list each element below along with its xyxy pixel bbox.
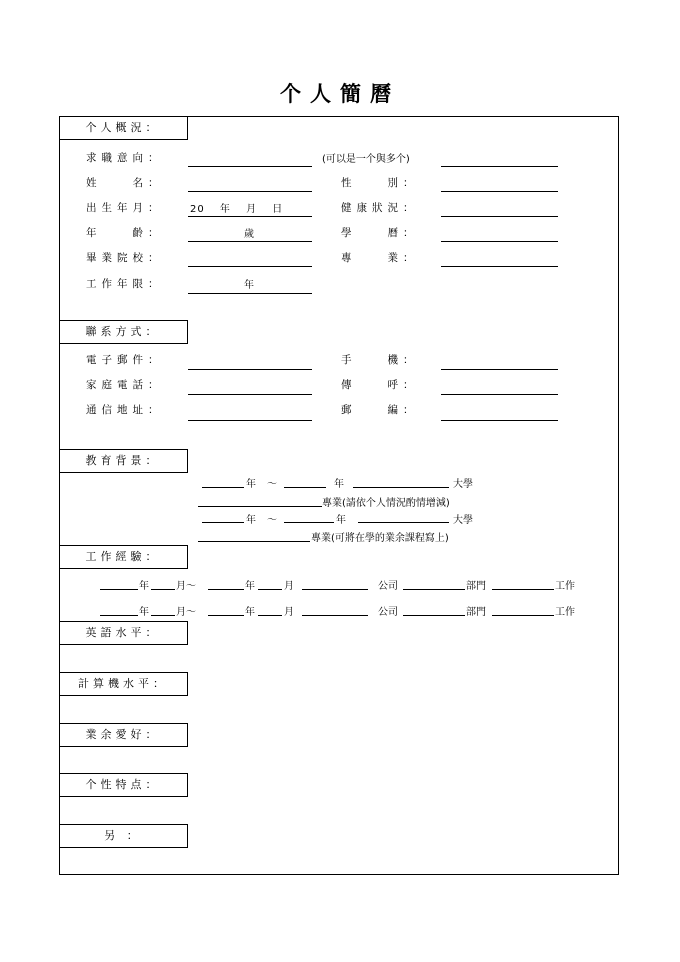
- work2-end-month-label: 月: [284, 607, 294, 618]
- gender-field-line[interactable]: [441, 191, 558, 192]
- address-field-line[interactable]: [188, 420, 312, 421]
- age-label: 年 齡：: [86, 227, 164, 239]
- health-field-line[interactable]: [441, 216, 558, 217]
- work2-dept-line[interactable]: [403, 615, 465, 616]
- intent-extra-line[interactable]: [441, 166, 558, 167]
- section-header-education: 教育背景：: [59, 449, 188, 473]
- name-label: 姓 名：: [86, 177, 164, 189]
- postcode-label: 郵 編：: [341, 404, 419, 416]
- intent-note: (可以是一个與多个): [322, 154, 410, 165]
- work2-month-label: 月～: [176, 607, 196, 618]
- section-header-english: 英語水平：: [59, 621, 188, 645]
- work2-start-year-line[interactable]: [100, 615, 138, 616]
- work2-job-line[interactable]: [492, 615, 554, 616]
- major-label: 專 業：: [341, 252, 419, 264]
- gender-label: 性 別：: [341, 177, 419, 189]
- edu2-start-year-line[interactable]: [202, 522, 244, 523]
- work2-end-year-line[interactable]: [208, 615, 244, 616]
- email-field-line[interactable]: [188, 369, 312, 370]
- age-field-line[interactable]: [188, 241, 312, 242]
- edu1-university-label: 大學: [453, 479, 473, 490]
- edu2-end-year-line[interactable]: [284, 522, 334, 523]
- section-header-personal: 个人概況：: [59, 116, 188, 140]
- school-label: 畢業院校：: [86, 252, 164, 264]
- edu1-major-label: 專業(請依个人情況酌情增減): [322, 498, 450, 509]
- work2-company-line[interactable]: [302, 615, 368, 616]
- work1-end-month-label: 月: [284, 581, 294, 592]
- edu2-tilde: ～: [267, 515, 277, 526]
- work2-company-label: 公司: [378, 607, 398, 618]
- work1-start-month-line[interactable]: [151, 589, 175, 590]
- mobile-field-line[interactable]: [441, 369, 558, 370]
- home-phone-field-line[interactable]: [188, 394, 312, 395]
- work1-month-label: 月～: [176, 581, 196, 592]
- postcode-field-line[interactable]: [441, 420, 558, 421]
- section-header-work: 工作經驗：: [59, 545, 188, 569]
- home-phone-label: 家庭電話：: [86, 379, 164, 391]
- section-header-computer: 計算機水平：: [59, 672, 188, 696]
- work1-end-year-label: 年: [245, 581, 255, 592]
- work1-start-year-line[interactable]: [100, 589, 138, 590]
- work2-dept-label: 部門: [466, 607, 486, 618]
- school-field-line[interactable]: [188, 266, 312, 267]
- work1-job-label: 工作: [555, 581, 575, 592]
- work1-company-label: 公司: [378, 581, 398, 592]
- work-years-field-line[interactable]: [188, 293, 312, 294]
- work1-job-line[interactable]: [492, 589, 554, 590]
- section-header-contact: 聯系方式：: [59, 320, 188, 344]
- work2-start-month-line[interactable]: [151, 615, 175, 616]
- edu2-university-label: 大學: [453, 515, 473, 526]
- section-header-personality: 个性特点：: [59, 773, 188, 797]
- work1-year-label: 年: [139, 581, 149, 592]
- work2-year-label: 年: [139, 607, 149, 618]
- age-unit: 歲: [244, 229, 254, 240]
- major-field-line[interactable]: [441, 266, 558, 267]
- page-title: 个人簡曆: [280, 81, 400, 106]
- degree-field-line[interactable]: [441, 241, 558, 242]
- work2-end-year-label: 年: [245, 607, 255, 618]
- work2-end-month-line[interactable]: [258, 615, 282, 616]
- work-years-unit: 年: [244, 280, 254, 291]
- work1-end-year-line[interactable]: [208, 589, 244, 590]
- address-label: 通信地址：: [86, 404, 164, 416]
- edu2-year-label: 年: [246, 515, 256, 526]
- edu1-year-end-label: 年: [334, 479, 344, 490]
- intent-label: 求職意向：: [86, 152, 164, 164]
- edu1-end-year-line[interactable]: [284, 487, 326, 488]
- edu1-start-year-line[interactable]: [202, 487, 244, 488]
- edu1-university-line[interactable]: [353, 487, 449, 488]
- health-label: 健康狀況：: [341, 202, 419, 214]
- birth-value: 20 年 月 日: [190, 204, 284, 215]
- edu1-tilde: ～: [267, 479, 277, 490]
- edu1-major-line[interactable]: [198, 506, 322, 507]
- work1-company-line[interactable]: [302, 589, 368, 590]
- email-label: 電子郵件：: [86, 354, 164, 366]
- edu2-year-end-label: 年: [336, 515, 346, 526]
- name-field-line[interactable]: [188, 191, 312, 192]
- edu2-major-label: 專業(可將在學的業余課程寫上): [311, 533, 449, 544]
- section-header-hobby: 業余愛好：: [59, 723, 188, 747]
- intent-field-line[interactable]: [188, 166, 312, 167]
- pager-label: 傳 呼：: [341, 379, 419, 391]
- mobile-label: 手 機：: [341, 354, 419, 366]
- work2-job-label: 工作: [555, 607, 575, 618]
- work1-dept-line[interactable]: [403, 589, 465, 590]
- birth-field-line[interactable]: [188, 216, 312, 217]
- edu1-year-label: 年: [246, 479, 256, 490]
- work1-end-month-line[interactable]: [258, 589, 282, 590]
- pager-field-line[interactable]: [441, 394, 558, 395]
- work1-dept-label: 部門: [466, 581, 486, 592]
- section-header-other: 另 ：: [59, 824, 188, 848]
- work-years-label: 工作年限：: [86, 278, 164, 290]
- edu2-major-line[interactable]: [198, 541, 310, 542]
- birth-label: 出生年月：: [86, 202, 164, 214]
- edu2-university-line[interactable]: [358, 522, 449, 523]
- degree-label: 學 曆：: [341, 227, 419, 239]
